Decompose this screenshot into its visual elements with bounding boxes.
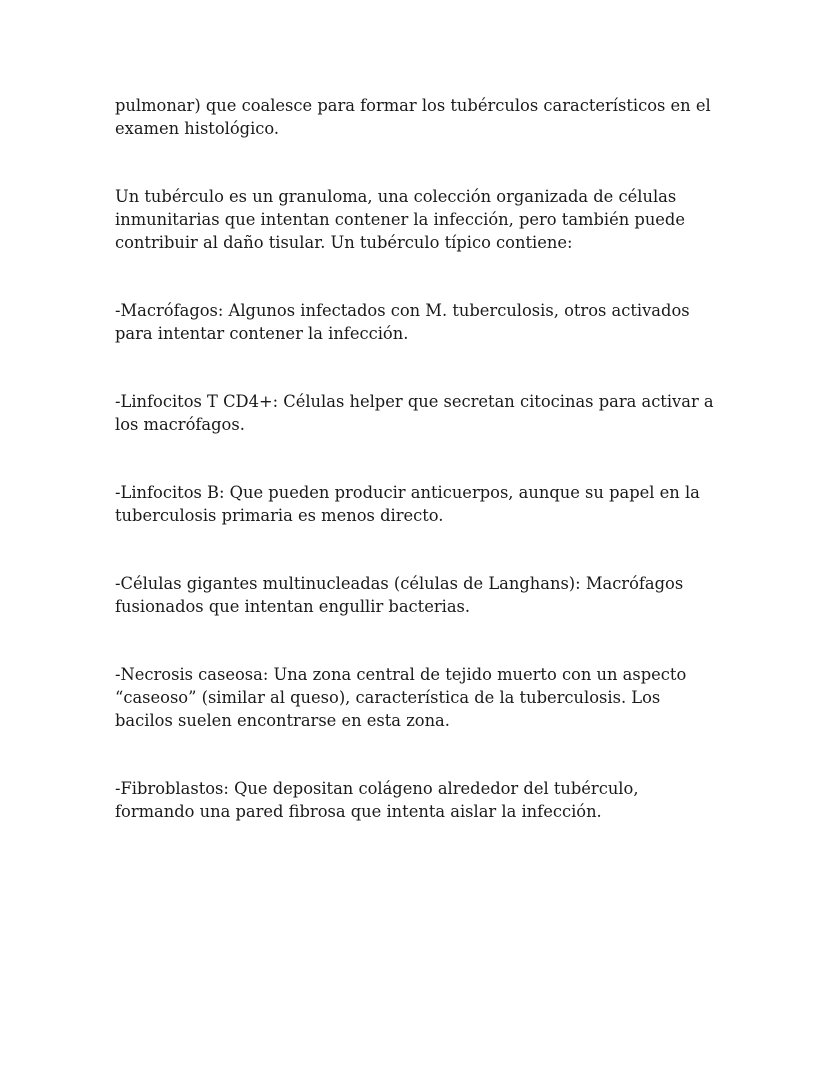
text-line: -Necrosis caseosa: Una zona central de tejido muerto con un aspecto (115, 665, 687, 684)
text-line: para intentar contener la infección. (115, 324, 409, 343)
text-line: fusionados que intentan engullir bacterias. (115, 597, 471, 616)
linfocitos-b-item (115, 481, 755, 527)
text-line: -Células gigantes multinucleadas (células de Langhans): Macrófagos (115, 574, 684, 593)
text-line: -Linfocitos T CD4+: Células helper que secretan citocinas para activar a (115, 392, 714, 411)
text-line: los macrófagos. (115, 415, 245, 434)
text-line: -Fibroblastos: Que depositan colágeno alrededor del tubérculo, (115, 779, 639, 798)
fibroblastos-item (115, 777, 755, 823)
linfocitos-t-item (115, 390, 755, 436)
document-page (115, 94, 755, 823)
celulas-gigantes-item (115, 572, 755, 618)
text-line: -Macrófagos: Algunos infectados con M. tuberculosis, otros activados (115, 301, 690, 320)
text-line: bacilos suelen encontrarse en esta zona. (115, 711, 450, 730)
text-line: “caseoso” (similar al queso), característica de la tuberculosis. Los (115, 688, 661, 707)
macrofagos-item (115, 299, 755, 345)
text-line: pulmonar) que coalesce para formar los tubérculos característicos en el (115, 96, 711, 115)
text-line: Un tubérculo es un granuloma, una colección organizada de células (115, 187, 677, 206)
intro-paragraph (115, 94, 755, 140)
text-line: contribuir al daño tisular. Un tubérculo típico contiene: (115, 233, 573, 252)
text-line: examen histológico. (115, 119, 280, 138)
necrosis-caseosa-item (115, 663, 755, 732)
text-line: -Linfocitos B: Que pueden producir anticuerpos, aunque su papel en la (115, 483, 700, 502)
text-line: inmunitarias que intentan contener la infección, pero también puede (115, 210, 685, 229)
tuberculo-definition (115, 185, 755, 254)
text-line: formando una pared fibrosa que intenta aislar la infección. (115, 802, 602, 821)
text-line: tuberculosis primaria es menos directo. (115, 506, 444, 525)
